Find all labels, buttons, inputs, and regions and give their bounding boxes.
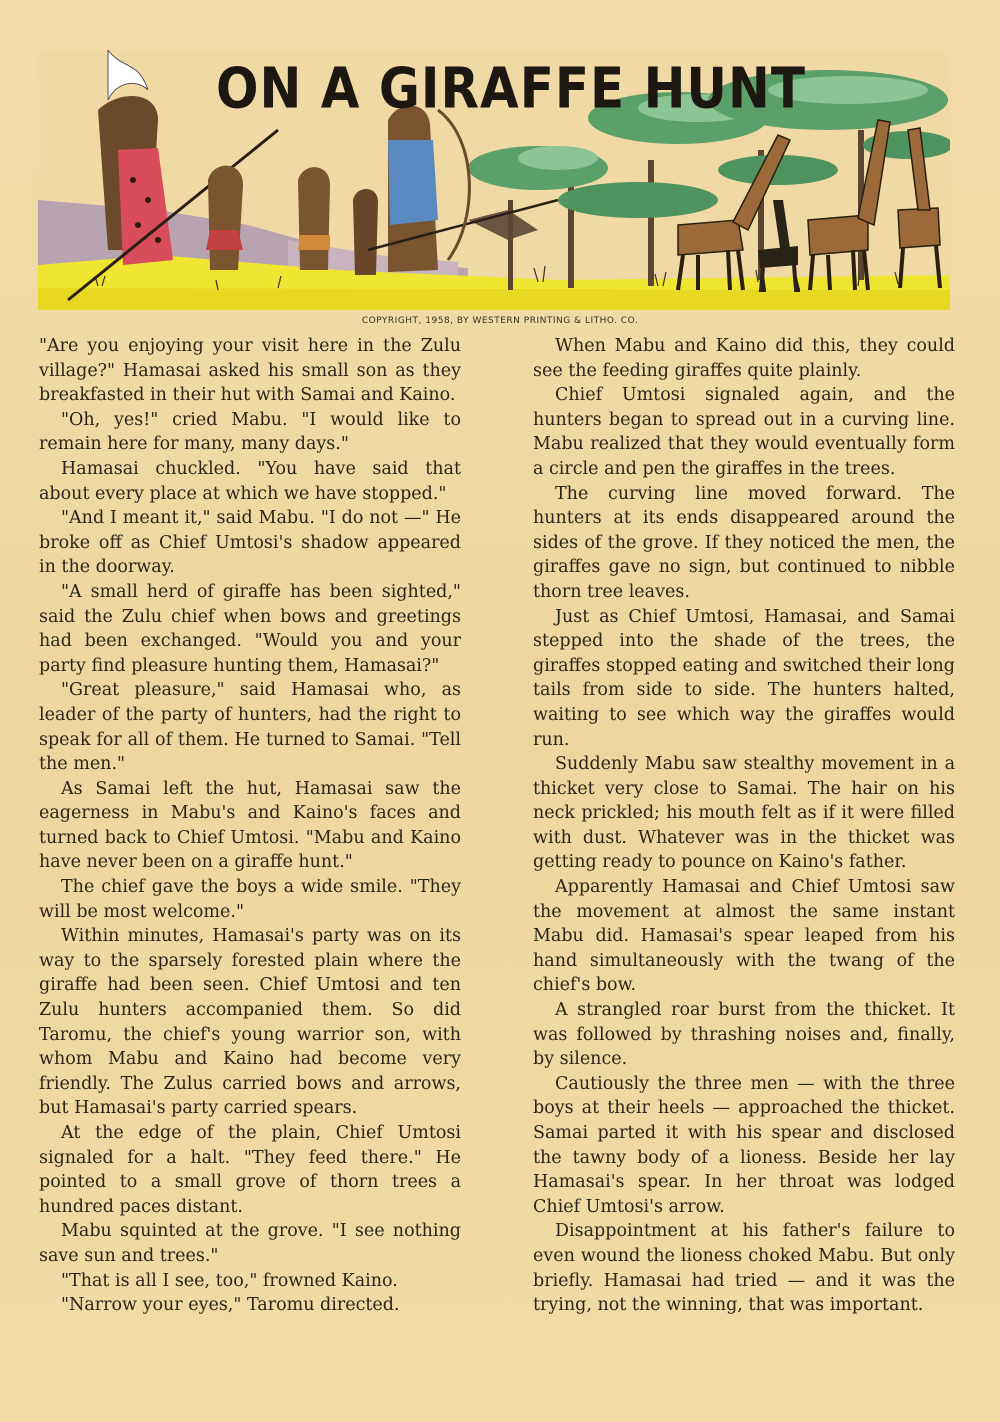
paragraph: Within minutes, Hamasai's party was on its way to the sparsely forested plain where the giraffe had been seen. Chief Umtosi and ten Zulu hunters accompanied them. So did Taromu, the chief's young warrior son, with whom Mabu and Kaino had become very friendly. The Zulus carried bows and arrows, but Hamasai's party carried spears. — [39, 926, 461, 1119]
paragraph: When Mabu and Kaino did this, they could see the feeding giraffes quite plainly. — [533, 336, 955, 381]
paragraph: Chief Umtosi signaled again, and the hunters began to spread out in a curving line. Mabu realized that they would eventually form a circle and pen the giraffes in the trees. — [533, 385, 955, 479]
paragraph: Suddenly Mabu saw stealthy movement in a thicket very close to Samai. The hair on his neck prickled; his mouth felt as if it were filled with dust. Whatever was in the thicket was getting ready to pounce on Kaino's father. — [533, 754, 955, 873]
paragraph: As Samai left the hut, Hamasai saw the eagerness in Mabu's and Kaino's faces and turned back to Chief Umtosi. "Mabu and Kaino have never been on a giraffe hunt." — [39, 778, 461, 873]
right-column — [533, 334, 955, 1318]
paragraph: Disappointment at his father's failure to even wound the lioness choked Mabu. But only briefly. Hamasai had tried — and it was the trying, not the winning, that was important. — [533, 1221, 955, 1316]
paragraph: "Are you enjoying your visit here in the Zulu village?" Hamasai asked his small son as they breakfasted in their hut with Samai and Kaino. — [39, 336, 461, 406]
paragraph: "Narrow your eyes," Taromu directed. — [61, 1295, 400, 1316]
paragraph: Mabu squinted at the grove. "I see nothing save sun and trees." — [39, 1221, 461, 1266]
left-column — [39, 334, 461, 1318]
paragraph: The curving line moved forward. The hunters at its ends disappeared around the sides of the grove. If they noticed the men, the giraffes gave no sign, but continued to nibble thorn tree leaves. — [533, 483, 955, 602]
paragraph: "Great pleasure," said Hamasai who, as leader of the party of hunters, had the right to speak for all of them. He turned to Samai. "Tell the men." — [39, 680, 461, 775]
paragraph: Hamasai chuckled. "You have said that about every place at which we have stopped." — [39, 458, 461, 504]
title-illustration — [38, 50, 950, 310]
paragraph: The chief gave the boys a wide smile. "They will be most welcome." — [39, 877, 461, 922]
paragraph: "A small herd of giraffe has been sighted," said the Zulu chief when bows and greetings had been exchanged. "Would you and your party find pleasure hunting them, Hamasai?" — [39, 581, 461, 676]
column-divider — [497, 334, 498, 1374]
paragraph: Just as Chief Umtosi, Hamasai, and Samai stepped into the shade of the trees, the giraffes stopped eating and switched their long tails from side to side. The hunters halted, waiting to see which way the giraffes would run. — [533, 606, 955, 750]
copyright-notice: COPYRIGHT, 1958, BY WESTERN PRINTING & LITHO. CO. — [361, 316, 639, 326]
paragraph: "That is all I see, too," frowned Kaino. — [61, 1270, 398, 1291]
paragraph: At the edge of the plain, Chief Umtosi signaled for a halt. "They feed there." He pointed to a small grove of thorn trees a hundred paces distant. — [39, 1123, 461, 1217]
paragraph: "Oh, yes!" cried Mabu. "I would like to remain here for many, many days." — [39, 409, 461, 455]
story-title: ON A GIRAFFE HUNT — [216, 56, 806, 121]
paragraph: A strangled roar burst from the thicket. It was followed by thrashing noises and, finally, by silence. — [533, 1000, 955, 1070]
paragraph: Apparently Hamasai and Chief Umtosi saw the movement at almost the same instant Mabu did. Hamasai's spear leaped from his hand simultaneously with the twang of the chief's bow. — [533, 877, 955, 996]
paragraph: Cautiously the three men — with the three boys at their heels — approached the thicket. Samai parted it with his spear and disclosed the tawny body of a lioness. Beside her lay Hamasai's spear. In her throat was lodged Chief Umtosi's arrow. — [533, 1073, 955, 1217]
paragraph: "And I meant it," said Mabu. "I do not —" He broke off as Chief Umtosi's shadow appeared in the doorway. — [39, 508, 461, 578]
